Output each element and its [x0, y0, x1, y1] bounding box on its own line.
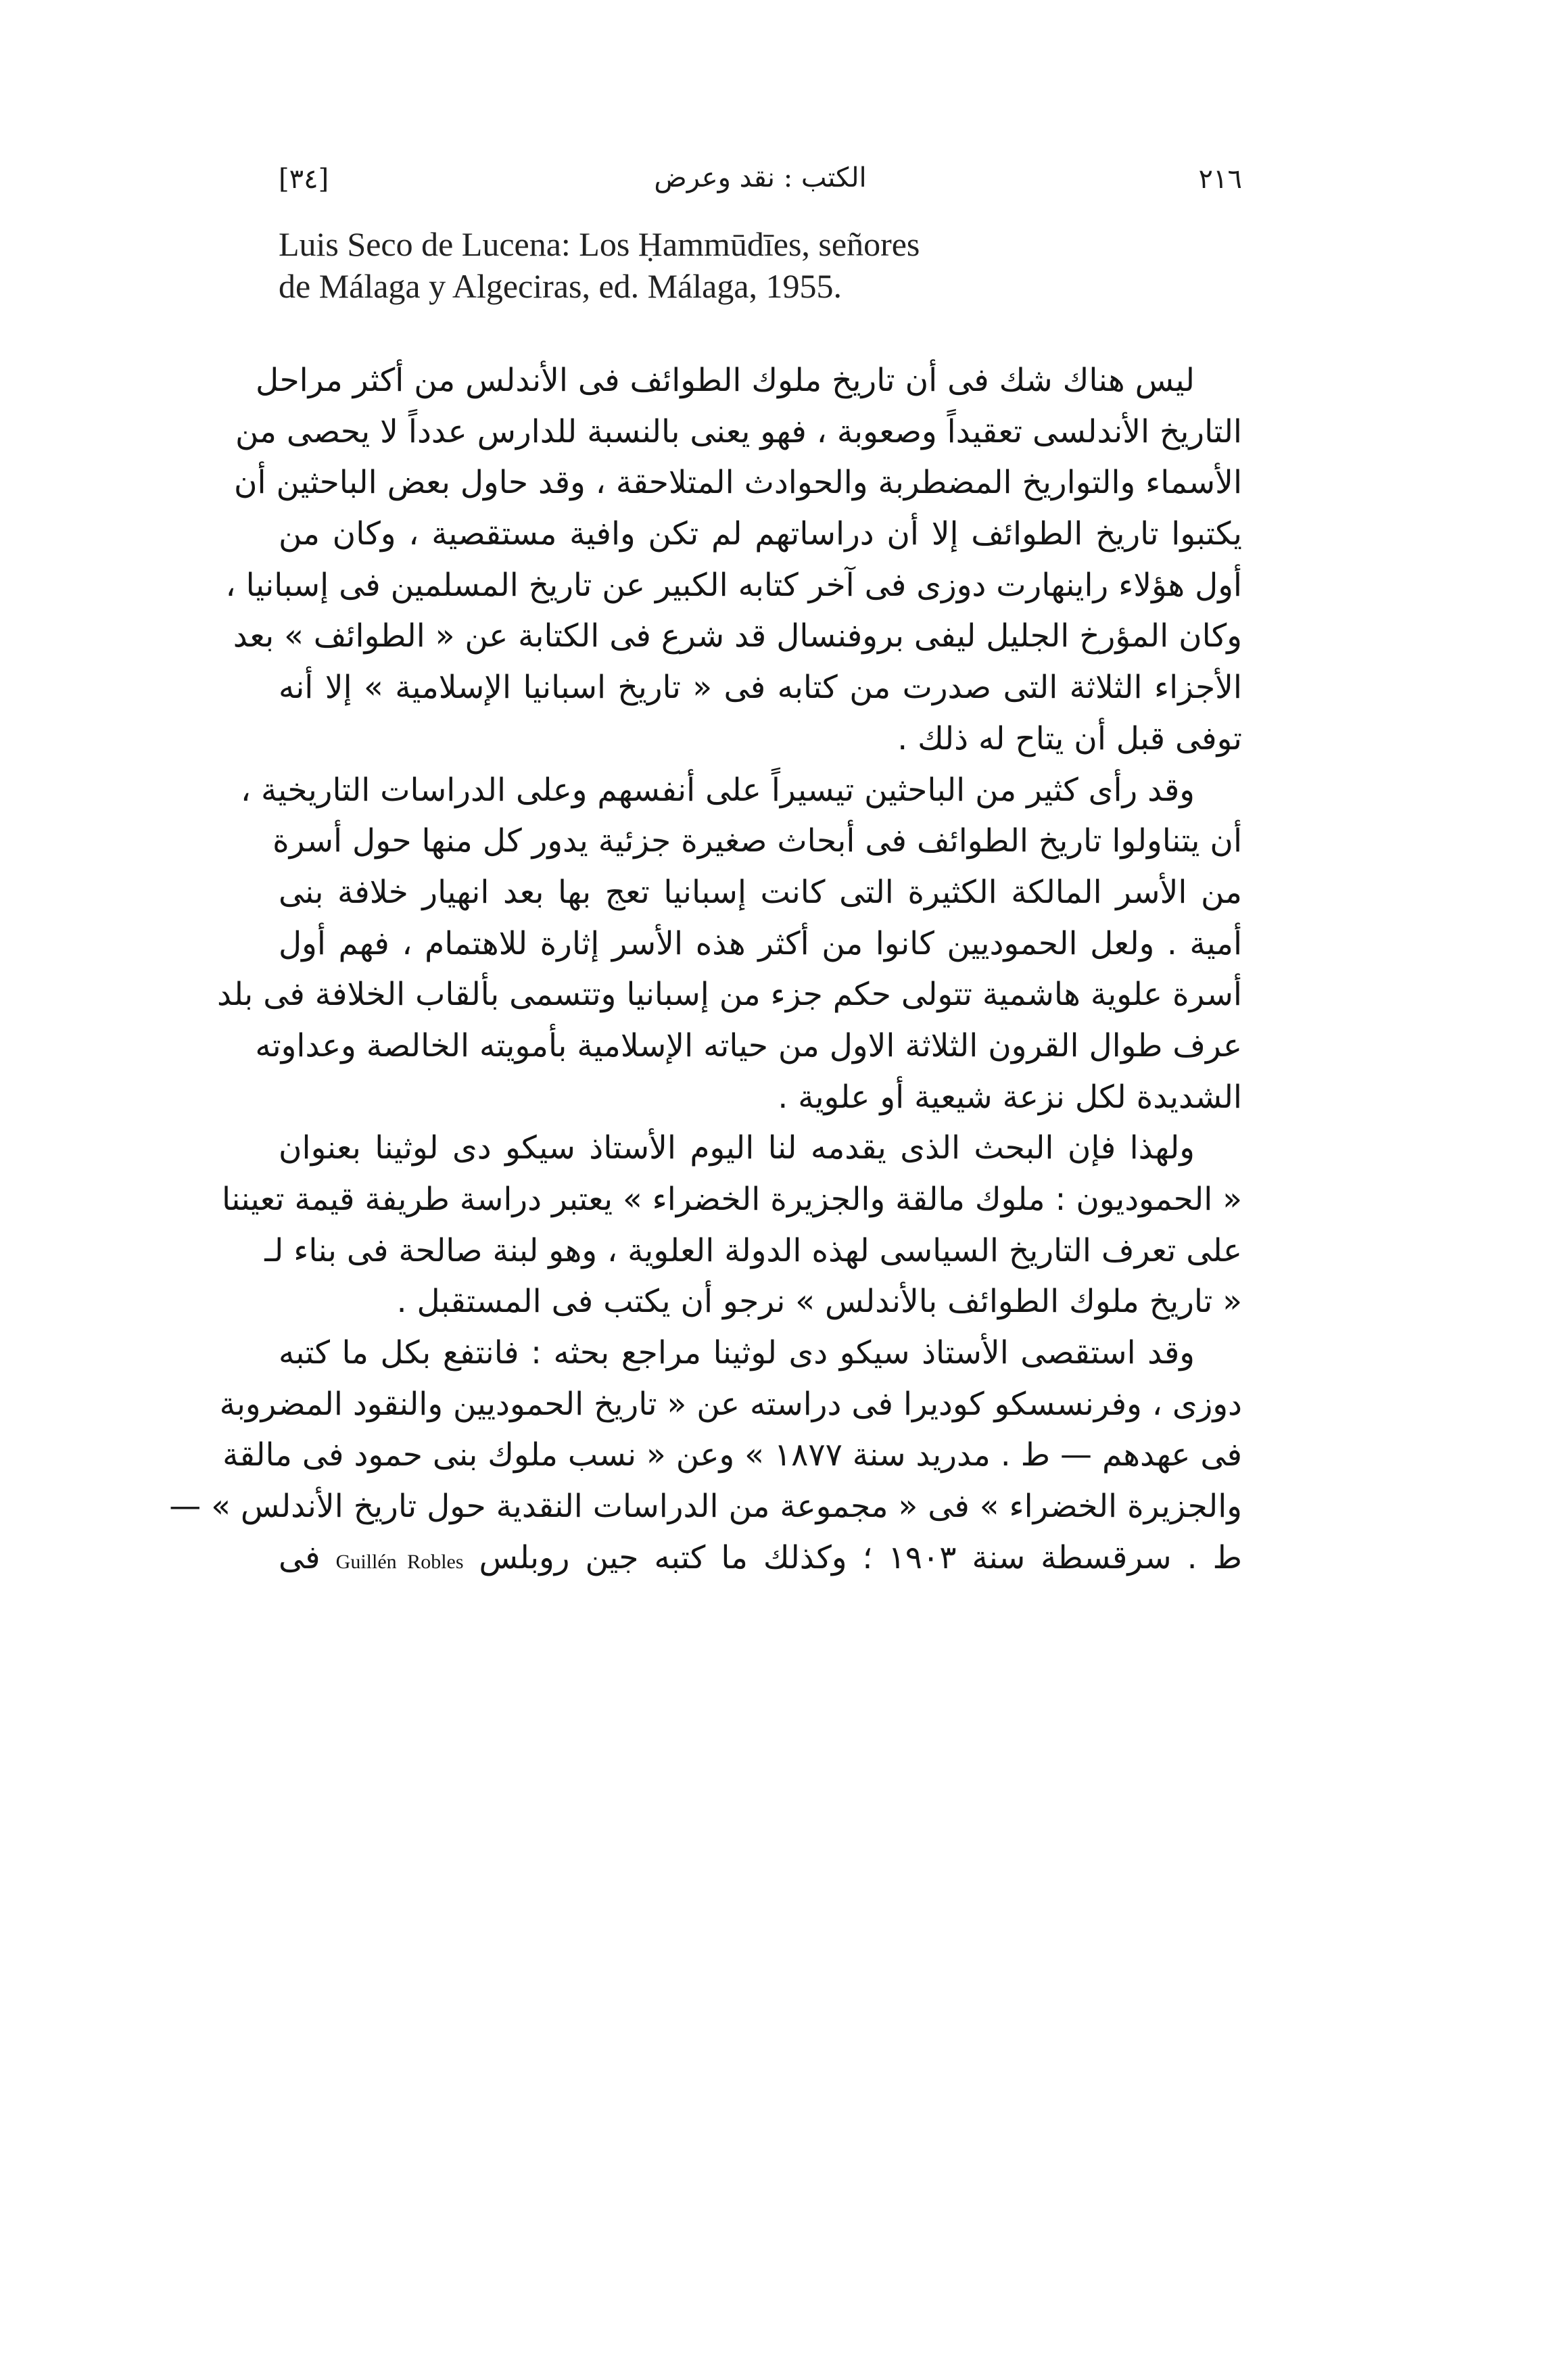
text-line-arabic: ط . سرقسطة سنة ١٩٠٣ ؛ وكذلك ما كتبه جين روبلس: [479, 1538, 1243, 1576]
text-line: أمية . ولعل الحموديين كانوا من أكثر هذه الأسر إثارة للاهتمام ، فهم أول: [279, 924, 1242, 962]
text-line: الأجزاء الثلاثة التى صدرت من كتابه فى « تاريخ اسبانيا الإسلامية » إلا أنه: [279, 669, 1242, 707]
book-citation: [279, 223, 1049, 307]
text-line: « تاريخ ملوك الطوائف بالأندلس » نرجو أن يكتب فى المستقبل .: [396, 1283, 1242, 1321]
text-line: ولهذا فإن البحث الذى يقدمه لنا اليوم الأستاذ سيكو دى لوثينا بعنوان: [279, 1129, 1195, 1167]
text-line: أسرة علوية هاشمية تتولى حكم جزء من إسبانيا وتتسمى بألقاب الخلافة فى بلد: [216, 976, 1242, 1014]
trailing-word: فى: [279, 1538, 320, 1576]
text-line: أول هؤلاء راينهارت دوزى فى آخر كتابه الكبير عن تاريخ المسلمين فى إسبانيا ،: [225, 566, 1242, 604]
paragraph-2: [216, 765, 1242, 1123]
bracket-reference: [٣٤]: [279, 164, 329, 195]
review-body: [169, 355, 1243, 1584]
text-line: توفى قبل أن يتاح له ذلك .: [897, 720, 1242, 757]
text-line: ليس هناك شك فى أن تاريخ ملوك الطوائف فى الأندلس من أكثر مراحل: [255, 362, 1195, 399]
latin-name: Guillén Robles: [335, 1550, 464, 1573]
text-line: وكان المؤرخ الجليل ليفى بروفنسال قد شرع فى الكتابة عن « الطوائف » بعد: [233, 617, 1242, 655]
paragraph-1: [225, 355, 1242, 765]
paragraph-4: [169, 1328, 1243, 1583]
text-line-final: [279, 1532, 1242, 1584]
text-line: أن يتناولوا تاريخ الطوائف فى أبحاث صغيرة جزئية يدور كل منها حول أسرة: [272, 822, 1242, 860]
page-number: ٢١٦: [1198, 164, 1242, 195]
text-line: الشديدة لكل نزعة شيعية أو علوية .: [778, 1078, 1242, 1116]
citation-line-1: Luis Seco de Lucena: Los Ḥammūdīes, señores: [279, 225, 920, 263]
text-line: الأسماء والتواريخ المضطربة والحوادث المتلاحقة ، وقد حاول بعض الباحثين أن: [234, 464, 1242, 502]
text-line: وقد استقصى الأستاذ سيكو دى لوثينا مراجع بحثه : فانتفع بكل ما كتبه: [279, 1334, 1195, 1372]
text-line: والجزيرة الخضراء » فى « مجموعة من الدراسات النقدية حول تاريخ الأندلس » —: [169, 1488, 1242, 1526]
text-line: فى عهدهم — ط . مدريد سنة ١٨٧٧ » وعن « نسب ملوك بنى حمود فى مالقة: [222, 1436, 1242, 1474]
text-line: « الحموديون : ملوك مالقة والجزيرة الخضراء » يعتبر دراسة طريفة قيمة تعيننا: [221, 1181, 1242, 1218]
running-header: [279, 156, 1242, 203]
text-line: دوزى ، وفرنسسكو كوديرا فى دراسته عن « تاريخ الحموديين والنقود المضروبة: [219, 1385, 1242, 1423]
text-line: من الأسر المالكة الكثيرة التى كانت إسبانيا تعج بها بعد انهيار خلافة بنى: [279, 873, 1242, 911]
paragraph-3: [221, 1123, 1242, 1328]
text-line: عرف طوال القرون الثلاثة الاول من حياته الإسلامية بأمويته الخالصة وعداوته: [255, 1027, 1242, 1064]
text-line: على تعرف التاريخ السياسى لهذه الدولة العلوية ، وهو لبنة صالحة فى بناء لـ: [264, 1231, 1242, 1269]
text-line: يكتبوا تاريخ الطوائف إلا أن دراساتهم لم تكن وافية مستقصية ، وكان من: [279, 515, 1242, 553]
text-line: التاريخ الأندلسى تعقيداً وصعوبة ، فهو يعنى بالنسبة للدارس عدداً لا يحصى من: [235, 413, 1242, 450]
running-title: الكتب : نقد وعرض: [654, 162, 867, 193]
text-line: وقد رأى كثير من الباحثين تيسيراً على أنفسهم وعلى الدراسات التاريخية ،: [240, 771, 1195, 809]
citation-line-2: de Málaga y Algeciras, ed. Málaga, 1955.: [279, 267, 842, 305]
